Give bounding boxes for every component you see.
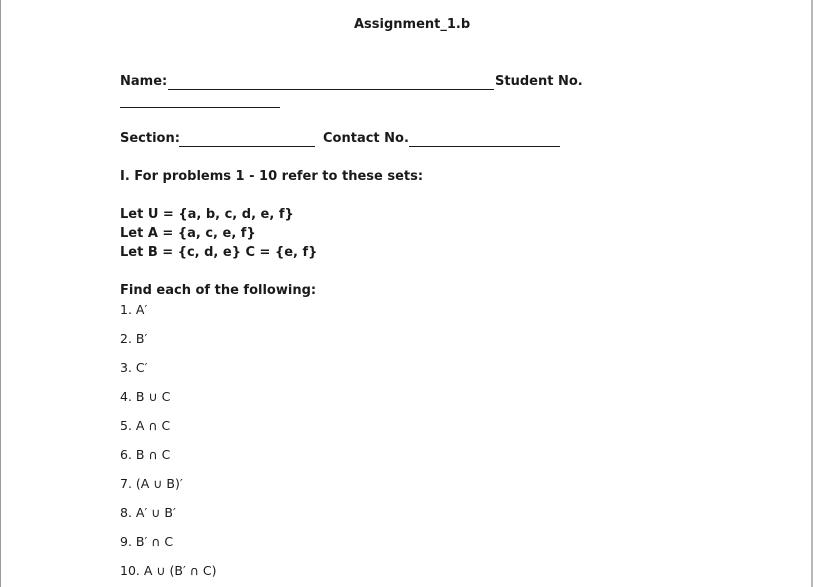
problem-item: 6. B ∩ C — [120, 447, 171, 462]
problem-item: 4. B ∪ C — [120, 389, 171, 404]
page-left-border — [0, 0, 1, 587]
document-title: Assignment_1.b — [354, 17, 471, 32]
section-label: Section: — [120, 131, 180, 146]
instruction-text: I. For problems 1 - 10 refer to these sets: — [120, 169, 424, 184]
problem-item: 7. (A ∪ B)′ — [120, 476, 183, 491]
problem-item: 1. A′ — [120, 302, 148, 317]
contact-no-label: Contact No. — [323, 131, 409, 146]
set-definition: Let B = {c, d, e} C = {e, f} — [120, 245, 318, 260]
problem-item: 5. A ∩ C — [120, 418, 171, 433]
name-blank-line — [168, 89, 494, 90]
page-right-border — [811, 0, 813, 587]
set-definition: Let U = {a, b, c, d, e, f} — [120, 207, 294, 222]
set-definition: Let A = {a, c, e, f} — [120, 226, 256, 241]
problem-item: 9. B′ ∩ C — [120, 534, 174, 549]
name-label: Name: — [120, 74, 168, 89]
student-no-label: Student No. — [495, 74, 583, 89]
problem-item: 10. A ∪ (B′ ∩ C) — [120, 563, 217, 578]
problem-item: 3. C′ — [120, 360, 148, 375]
problem-item: 2. B′ — [120, 331, 148, 346]
student-no-blank-line — [120, 107, 280, 108]
problem-item: 8. A′ ∪ B′ — [120, 505, 176, 520]
find-heading: Find each of the following: — [120, 283, 317, 298]
contact-no-blank-line — [409, 146, 560, 147]
section-blank-line — [179, 146, 315, 147]
